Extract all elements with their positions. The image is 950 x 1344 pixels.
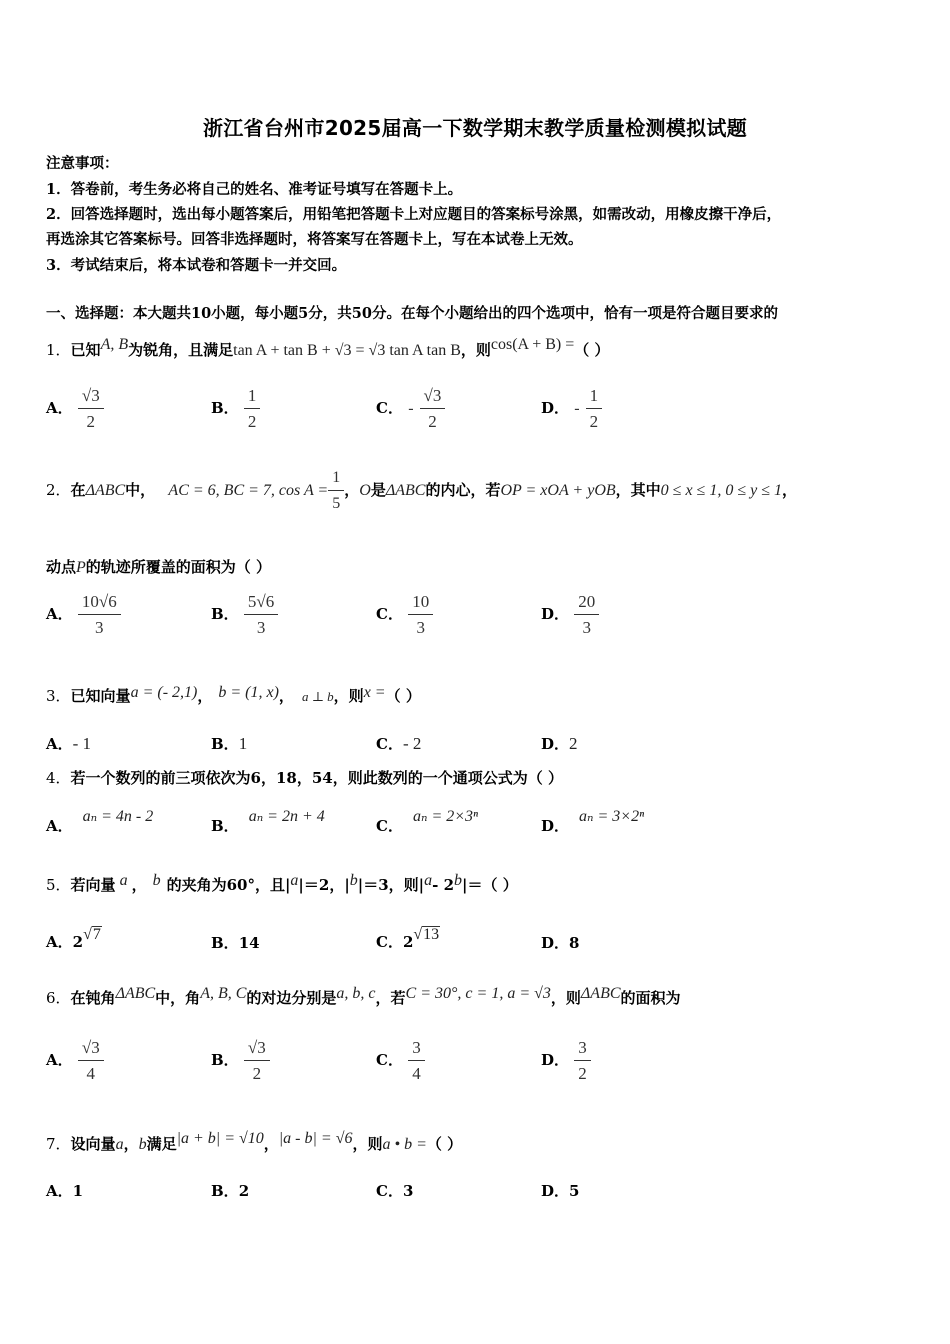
math-expression: b = (1, x) [218,684,279,701]
numerator: 10√6 [78,592,121,615]
option-label: D． [541,934,570,952]
option-label: A． [46,1182,73,1200]
q3-option-c[interactable] [376,733,421,754]
option-value: 2 [72,933,84,951]
option-value: 2 [402,933,414,951]
option-label: B． [211,605,239,623]
option-label: A． [46,605,73,623]
q7-option-b[interactable] [211,1180,249,1201]
q1-option-b[interactable] [211,386,260,432]
q2-option-c[interactable] [376,592,433,638]
fraction [244,1038,270,1084]
note-item-3: 3．考试结束后，将本试卷和答题卡一并交回。 [46,257,347,274]
question-text: 若一个数列的前三项依次为6，18，54，则此数列的一个通项公式为（ ） [70,769,563,787]
question-number: 6． [46,989,71,1007]
question-text: ， [131,876,147,894]
notes-heading: 注意事项： [46,155,119,172]
math-expression: b [454,872,463,889]
fraction [574,592,599,638]
option-label: C． [376,1051,403,1069]
option-label: D． [541,1051,570,1069]
question-4 [46,767,563,788]
question-text: 的对边分别是 [246,989,337,1007]
question-text: 的内心，若 [425,481,501,499]
option-label: D． [541,1182,570,1200]
question-text: ，则 [352,1135,383,1153]
question-1 [46,336,610,360]
question-text: （ ） [426,1135,463,1153]
numerator: √3 [420,386,446,409]
fraction [586,386,603,432]
q6-option-d[interactable] [541,1038,591,1084]
question-text: 中， [125,481,156,499]
math-expression: a ⊥ b [301,689,334,704]
numerator: 1 [328,468,344,491]
denominator: 3 [416,618,425,637]
numerator: 5√6 [244,592,278,615]
question-3 [46,684,421,706]
q4-option-c[interactable] [376,806,478,836]
numerator: √3 [78,1038,104,1061]
note-item-2b: 再选涂其它答案标号。回答非选择题时，将答案写在答题卡上，写在本试卷上无效。 [46,231,583,248]
math-expression: 0 ≤ x ≤ 1, 0 ≤ y ≤ 1 [660,482,782,499]
numerator: 20 [574,592,599,615]
option-label: A． [46,1051,73,1069]
fraction [244,592,278,638]
q5-option-a[interactable] [46,926,102,952]
q1-option-a[interactable] [46,386,104,432]
question-text: |＝（ ） [462,876,518,894]
question-text: 是 [370,481,386,499]
question-text: 已知向量 [70,687,131,705]
option-value: 3 [402,1182,414,1200]
q5-option-b[interactable] [211,932,260,953]
question-text: （ ） [574,341,610,359]
option-label: B． [211,1051,239,1069]
option-value: aₙ = 2n + 4 [248,808,325,825]
math-expression: tan A + tan B + √3 = √3 tan A tan B [233,342,461,359]
question-text: ， [782,481,798,499]
option-value: 14 [238,934,260,952]
question-text: ，则 [550,989,581,1007]
denominator: 2 [589,412,599,431]
denominator: 4 [412,1064,421,1083]
math-expression: a, b, c [336,985,376,1002]
math-expression: a [424,872,433,889]
numerator: 3 [574,1038,591,1061]
question-text: 的轨迹所覆盖的面积为（ ） [85,558,272,576]
math-expression: |a - b| = √6 [278,1130,353,1147]
math-expression: a [119,872,128,889]
math-expression: C = 30°, c = 1, a = √3 [405,985,551,1002]
option-label: D． [541,605,570,623]
question-text: 在 [70,481,86,499]
denominator: 2 [578,1064,587,1083]
math-expression: ΔABC [85,482,126,499]
question-text: ，则 [333,687,364,705]
option-label: D． [541,735,570,753]
option-value: 5 [569,1182,580,1200]
option-value: aₙ = 2×3ⁿ [412,808,479,825]
note-item-1: 1．答卷前，考生务必将自己的姓名、准考证号填写在答题卡上。 [46,181,463,198]
option-label: B． [211,735,239,753]
option-label: D． [541,817,570,835]
option-label: B． [211,934,239,952]
denominator: 2 [252,1064,262,1083]
q3-option-a[interactable] [46,733,91,754]
question-text: ， [197,687,213,705]
question-text: ， [263,1135,279,1153]
question-text: 的面积为 [620,989,681,1007]
fraction [408,1038,425,1084]
denominator: 4 [86,1064,96,1083]
q1-option-c[interactable] [376,386,445,432]
note-item-2a: 2．回答选择题时，选出每小题答案后，用铅笔把答题卡上对应题目的答案标号涂黑，如需改动，用橡皮擦干净后， [46,206,782,223]
question-5 [46,872,518,895]
option-label: A． [46,399,73,417]
math-expression: ΔABC [580,985,621,1002]
math-expression: |a + b| = √10 [176,1130,264,1147]
denominator: 2 [86,412,96,431]
math-expression: a = (- 2,1) [130,684,198,701]
q7-option-c[interactable] [376,1180,413,1201]
question-text: |＝2，| [298,876,350,894]
math-expression: P [76,559,86,576]
fraction [78,592,121,638]
question-number: 1． [46,341,71,359]
option-value: 8 [569,934,580,952]
option-label: D． [541,399,570,417]
question-number: 2． [46,481,71,499]
math-expression: a • b = [382,1136,427,1153]
denominator: 2 [247,412,257,431]
q5-option-c[interactable] [376,926,440,952]
question-text: 满足 [146,1135,177,1153]
option-label: B． [211,1182,239,1200]
option-value: 2 [569,734,578,753]
q2-option-d[interactable] [541,592,599,638]
question-text: 中，角 [155,989,201,1007]
math-expression: b [138,1136,147,1153]
fraction [78,1038,104,1084]
question-7 [46,1130,462,1154]
numerator: 1 [586,386,603,409]
option-value: 1 [238,734,248,753]
minus-sign: - [574,400,580,417]
question-6 [46,985,681,1008]
question-text: |＝3，则| [357,876,425,894]
math-expression: ΔABC [385,482,426,499]
option-value: - 1 [72,734,92,753]
question-text: 的夹角为60°，且| [166,876,291,894]
q3-option-b[interactable] [211,733,247,754]
option-value: 1 [72,1182,84,1200]
option-value: - 2 [402,734,422,753]
q6-option-b[interactable] [211,1038,270,1084]
numerator: 1 [244,386,261,409]
minus-sign: - [408,400,414,417]
square-root: √7 [83,926,101,943]
question-number: 4． [46,769,71,787]
option-label: C． [376,933,403,951]
question-text: ，其中 [615,481,661,499]
math-expression: a [115,1136,124,1153]
numerator: 3 [408,1038,425,1061]
math-expression: A, B, C [200,985,247,1002]
denominator: 3 [95,618,104,637]
question-2-line-2 [46,556,271,577]
option-label: C． [376,735,403,753]
math-expression: b [152,872,161,889]
denominator: 2 [428,412,437,431]
option-label: A． [46,817,73,835]
fraction [78,386,104,432]
denominator: 3 [582,618,591,637]
option-label: C． [376,399,403,417]
math-expression: A, B [100,336,129,353]
fraction [574,1038,591,1084]
q7-option-a[interactable] [46,1180,83,1201]
question-text: 动点 [46,558,77,576]
fraction [420,386,446,432]
math-expression: a [290,872,299,889]
option-label: A． [46,933,73,951]
q1-option-d[interactable] [541,386,602,432]
question-number: 3． [46,687,71,705]
section-heading: 一、选择题：本大题共10小题，每小题5分，共50分。在每个小题给出的四个选项中，恰有一项是符合题目要求的 [46,305,778,322]
question-text: 在钝角 [70,989,116,1007]
question-text: ， [344,481,360,499]
denominator: 3 [256,618,266,637]
square-root: √13 [413,926,440,943]
q6-option-c[interactable] [376,1038,425,1084]
option-value: aₙ = 4n - 2 [82,808,154,825]
math-expression: cos(A + B) = [490,336,575,353]
option-value: aₙ = 3×2ⁿ [579,808,645,825]
q4-option-d[interactable] [541,806,644,836]
denominator: 5 [332,495,341,512]
option-label: A． [46,735,73,753]
math-expression: O [359,482,371,499]
question-text: ，则 [460,341,491,359]
math-expression: b [349,872,358,889]
question-text: 为锐角，且满足 [128,341,234,359]
question-text: ， [278,687,294,705]
option-label: C． [376,1182,403,1200]
q5-option-d[interactable] [541,932,579,953]
option-label: C． [376,817,403,835]
option-value: 2 [238,1182,250,1200]
question-2 [46,468,797,514]
question-text: - 2 [432,876,455,894]
fraction [328,468,344,514]
option-label: B． [211,817,239,835]
question-text: ， [123,1135,139,1153]
numerator: √3 [244,1038,270,1061]
numerator: √3 [78,386,104,409]
q4-option-a[interactable] [46,806,153,836]
q2-option-a[interactable] [46,592,121,638]
question-number: 7． [46,1135,71,1153]
numerator: 10 [408,592,433,615]
math-expression: OP = xOA + yOB [500,482,616,499]
q6-option-a[interactable] [46,1038,104,1084]
question-number: 5． [46,876,71,894]
math-expression: ΔABC [115,985,156,1002]
question-text: 若向量 [70,876,116,894]
radicand: 13 [423,926,440,943]
question-text: 已知 [70,341,101,359]
option-label: B． [211,399,239,417]
question-text: 设向量 [70,1135,116,1153]
q2-option-b[interactable] [211,592,278,638]
q3-option-d[interactable] [541,733,578,754]
fraction [408,592,433,638]
radicand: 7 [92,926,101,943]
question-text: ，若 [375,989,406,1007]
q4-option-b[interactable] [211,806,325,836]
q7-option-d[interactable] [541,1180,579,1201]
question-text: （ ） [385,687,421,705]
page-title: 浙江省台州市2025届高一下数学期末教学质量检测模拟试题 [202,116,748,140]
math-expression: x = [363,684,386,701]
fraction [244,386,261,432]
math-expression: AC = 6, BC = 7, cos A = [168,482,329,499]
option-label: C． [376,605,403,623]
